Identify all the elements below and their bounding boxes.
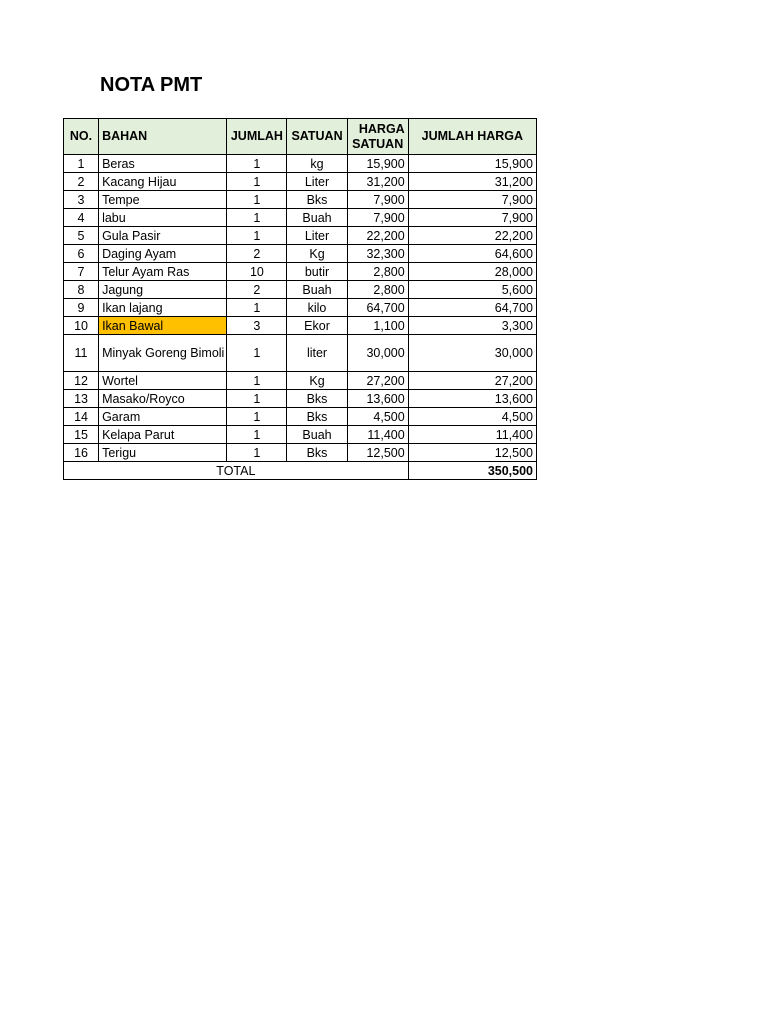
cell-satuan: Buah (287, 426, 347, 444)
cell-satuan: liter (287, 335, 347, 372)
cell-no: 10 (64, 317, 99, 335)
cell-no: 7 (64, 263, 99, 281)
table-row (64, 263, 537, 281)
cell-no: 5 (64, 227, 99, 245)
cell-bahan: Kacang Hijau (99, 173, 227, 191)
table-row (64, 227, 537, 245)
cell-bahan: Daging Ayam (99, 245, 227, 263)
cell-satuan: Bks (287, 408, 347, 426)
header-jumlah: JUMLAH (227, 119, 287, 155)
cell-jumlah: 1 (227, 444, 287, 462)
cell-no: 2 (64, 173, 99, 191)
cell-jumlah-harga: 22,200 (408, 227, 536, 245)
cell-jumlah-harga: 3,300 (408, 317, 536, 335)
cell-jumlah: 3 (227, 317, 287, 335)
header-harga-satuan (347, 119, 408, 155)
cell-jumlah-harga: 64,700 (408, 299, 536, 317)
cell-satuan: Buah (287, 209, 347, 227)
cell-jumlah-harga: 11,400 (408, 426, 536, 444)
table-row (64, 299, 537, 317)
header-jumlah-harga: JUMLAH HARGA (408, 119, 536, 155)
cell-bahan: Jagung (99, 281, 227, 299)
cell-bahan: Ikan Bawal (99, 317, 227, 335)
table-row (64, 426, 537, 444)
cell-harga-satuan: 64,700 (347, 299, 408, 317)
cell-harga-satuan: 2,800 (347, 263, 408, 281)
cell-no: 16 (64, 444, 99, 462)
header-harga-line1: HARGA (358, 121, 405, 136)
table-body (64, 155, 537, 462)
cell-jumlah-harga: 27,200 (408, 372, 536, 390)
cell-harga-satuan: 31,200 (347, 173, 408, 191)
table-footer (64, 462, 537, 480)
cell-jumlah-harga: 5,600 (408, 281, 536, 299)
cell-bahan: Minyak Goreng Bimoli (99, 335, 227, 372)
cell-satuan: Liter (287, 173, 347, 191)
cell-bahan: labu (99, 209, 227, 227)
cell-jumlah: 1 (227, 227, 287, 245)
total-row (64, 462, 537, 480)
cell-jumlah: 1 (227, 390, 287, 408)
cell-no: 6 (64, 245, 99, 263)
cell-satuan: Ekor (287, 317, 347, 335)
page-title: NOTA PMT (100, 74, 203, 96)
cell-harga-satuan: 1,100 (347, 317, 408, 335)
cell-no: 11 (64, 335, 99, 372)
table-row (64, 444, 537, 462)
cell-bahan: Gula Pasir (99, 227, 227, 245)
cell-satuan: kg (287, 155, 347, 173)
cell-jumlah-harga: 28,000 (408, 263, 536, 281)
cell-satuan: Kg (287, 372, 347, 390)
nota-table (63, 118, 537, 480)
cell-jumlah: 2 (227, 245, 287, 263)
cell-bahan: Wortel (99, 372, 227, 390)
cell-harga-satuan: 30,000 (347, 335, 408, 372)
cell-no: 4 (64, 209, 99, 227)
table-row (64, 191, 537, 209)
cell-satuan: Buah (287, 281, 347, 299)
cell-jumlah-harga: 30,000 (408, 335, 536, 372)
cell-no: 8 (64, 281, 99, 299)
cell-jumlah: 1 (227, 335, 287, 372)
header-harga-line2: SATUAN (352, 136, 404, 151)
cell-harga-satuan: 32,300 (347, 245, 408, 263)
cell-harga-satuan: 2,800 (347, 281, 408, 299)
cell-jumlah-harga: 64,600 (408, 245, 536, 263)
cell-no: 3 (64, 191, 99, 209)
table-row (64, 209, 537, 227)
cell-bahan: Ikan lajang (99, 299, 227, 317)
cell-no: 9 (64, 299, 99, 317)
cell-satuan: Liter (287, 227, 347, 245)
table-row (64, 245, 537, 263)
total-value: 350,500 (408, 462, 536, 480)
cell-satuan: Bks (287, 390, 347, 408)
cell-jumlah-harga: 31,200 (408, 173, 536, 191)
cell-jumlah: 1 (227, 173, 287, 191)
table-row (64, 173, 537, 191)
cell-no: 15 (64, 426, 99, 444)
cell-bahan: Garam (99, 408, 227, 426)
header-no: NO. (64, 119, 99, 155)
cell-satuan: kilo (287, 299, 347, 317)
cell-no: 12 (64, 372, 99, 390)
cell-jumlah-harga: 4,500 (408, 408, 536, 426)
cell-harga-satuan: 11,400 (347, 426, 408, 444)
cell-harga-satuan: 4,500 (347, 408, 408, 426)
table-row (64, 408, 537, 426)
cell-jumlah: 1 (227, 155, 287, 173)
cell-jumlah: 1 (227, 299, 287, 317)
cell-no: 13 (64, 390, 99, 408)
cell-harga-satuan: 22,200 (347, 227, 408, 245)
cell-jumlah: 1 (227, 426, 287, 444)
cell-harga-satuan: 7,900 (347, 191, 408, 209)
header-satuan: SATUAN (287, 119, 347, 155)
cell-no: 1 (64, 155, 99, 173)
header-row (64, 119, 537, 155)
cell-harga-satuan: 7,900 (347, 209, 408, 227)
cell-satuan: butir (287, 263, 347, 281)
cell-harga-satuan: 12,500 (347, 444, 408, 462)
total-label: TOTAL (64, 462, 409, 480)
cell-no: 14 (64, 408, 99, 426)
cell-jumlah-harga: 13,600 (408, 390, 536, 408)
cell-bahan: Terigu (99, 444, 227, 462)
cell-satuan: Kg (287, 245, 347, 263)
cell-bahan: Beras (99, 155, 227, 173)
table-row (64, 155, 537, 173)
cell-bahan: Tempe (99, 191, 227, 209)
cell-jumlah-harga: 7,900 (408, 209, 536, 227)
table-row (64, 390, 537, 408)
table-row (64, 335, 537, 372)
cell-harga-satuan: 13,600 (347, 390, 408, 408)
cell-bahan: Masako/Royco (99, 390, 227, 408)
cell-bahan: Kelapa Parut (99, 426, 227, 444)
cell-jumlah: 1 (227, 209, 287, 227)
table-row (64, 372, 537, 390)
cell-jumlah-harga: 12,500 (408, 444, 536, 462)
table-header (64, 119, 537, 155)
cell-jumlah: 1 (227, 372, 287, 390)
cell-bahan: Telur Ayam Ras (99, 263, 227, 281)
cell-harga-satuan: 27,200 (347, 372, 408, 390)
cell-jumlah-harga: 15,900 (408, 155, 536, 173)
cell-jumlah-harga: 7,900 (408, 191, 536, 209)
table-row (64, 317, 537, 335)
cell-jumlah: 1 (227, 408, 287, 426)
cell-harga-satuan: 15,900 (347, 155, 408, 173)
cell-satuan: Bks (287, 444, 347, 462)
cell-jumlah: 2 (227, 281, 287, 299)
cell-jumlah: 10 (227, 263, 287, 281)
cell-satuan: Bks (287, 191, 347, 209)
header-bahan: BAHAN (99, 119, 227, 155)
table-row (64, 281, 537, 299)
cell-jumlah: 1 (227, 191, 287, 209)
